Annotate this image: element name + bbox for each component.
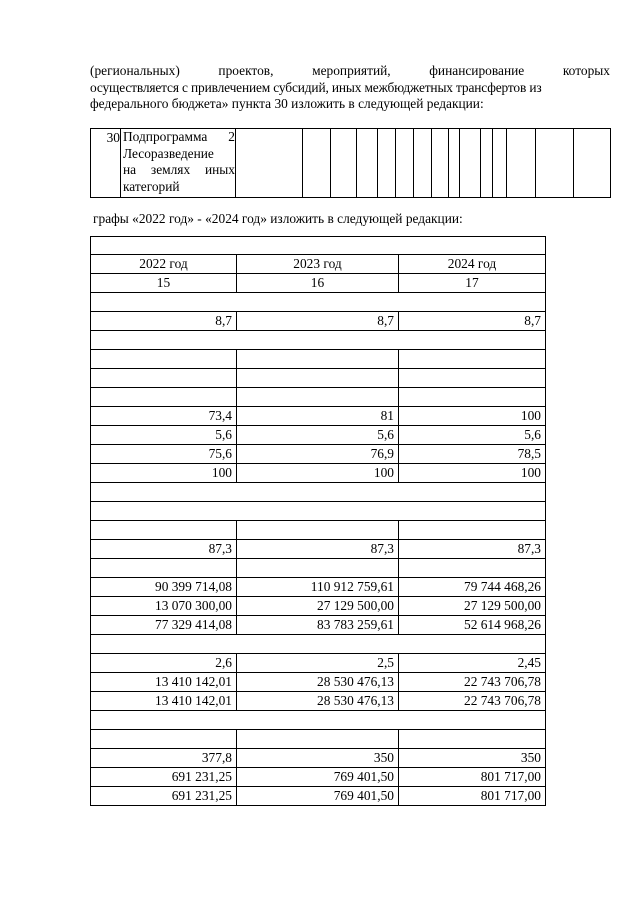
intro-word: (региональных) bbox=[90, 63, 180, 78]
table-cell: 73,4 bbox=[208, 408, 232, 423]
row-30-number: 30 bbox=[106, 130, 120, 145]
table-cell bbox=[398, 388, 545, 406]
table-cell bbox=[236, 730, 398, 748]
table-cell: 2,45 bbox=[398, 654, 545, 672]
table-cell: 52 614 968,26 bbox=[398, 616, 545, 634]
intro-word: финансирование bbox=[429, 63, 525, 78]
table-cell: 22 743 706,78 bbox=[398, 692, 545, 710]
table-row bbox=[90, 749, 546, 768]
table-row bbox=[90, 578, 546, 597]
table-row bbox=[90, 331, 546, 350]
table-cell: 100 bbox=[236, 464, 398, 482]
column-divider bbox=[235, 128, 236, 198]
table-cell bbox=[91, 388, 236, 406]
column-divider bbox=[506, 128, 507, 198]
column-divider bbox=[459, 128, 460, 198]
column-divider bbox=[431, 128, 432, 198]
table-cell bbox=[91, 369, 236, 387]
row-30-name-line: Подпрограмма 2 bbox=[123, 129, 235, 144]
table-cell: 27 129 500,00 bbox=[236, 597, 398, 615]
table-cell: 769 401,50 bbox=[236, 768, 398, 786]
table-cell: 27 129 500,00 bbox=[398, 597, 545, 615]
table-cell: 8,7 bbox=[398, 312, 545, 330]
table-cell bbox=[236, 559, 398, 577]
table-caption: графы «2022 год» - «2024 год» изложить в следующей редакции: bbox=[93, 211, 463, 226]
table-row bbox=[90, 654, 546, 673]
table-cell bbox=[236, 521, 398, 539]
row-30-name-line: категорий bbox=[123, 178, 180, 194]
table-cell: 76,9 bbox=[236, 445, 398, 463]
table-row bbox=[90, 483, 546, 502]
table-cell bbox=[398, 350, 545, 368]
table-row bbox=[90, 426, 546, 445]
table-row bbox=[90, 559, 546, 578]
table-cell: 83 783 259,61 bbox=[236, 616, 398, 634]
table-row bbox=[90, 369, 546, 388]
column-divider bbox=[492, 128, 493, 198]
table-cell: 801 717,00 bbox=[398, 768, 545, 786]
column-divider bbox=[356, 128, 357, 198]
colnum-16: 16 bbox=[236, 274, 398, 292]
table-row bbox=[90, 787, 546, 806]
table-cell: 5,6 bbox=[398, 426, 545, 444]
table-cell bbox=[91, 350, 236, 368]
table-row bbox=[90, 293, 546, 312]
table-cell: 100 bbox=[398, 464, 545, 482]
table-cell: 8,7 bbox=[236, 312, 398, 330]
column-divider bbox=[448, 128, 449, 198]
column-divider bbox=[377, 128, 378, 198]
intro-word: проектов, bbox=[218, 63, 274, 78]
intro-line-2: осуществляется с привлечением субсидий, иных межбюджетных трансфертов из bbox=[90, 79, 542, 95]
row-30-name-line: на землях иных bbox=[123, 162, 235, 177]
table-cell: 691 231,25 bbox=[171, 788, 232, 803]
table-cell: 13 410 142,01 bbox=[155, 674, 232, 689]
colnum-15: 15 bbox=[156, 275, 171, 290]
table-cell bbox=[236, 369, 398, 387]
table-row bbox=[90, 730, 546, 749]
intro-paragraph bbox=[90, 63, 610, 113]
table-cell: 75,6 bbox=[208, 446, 232, 461]
table-cell: 77 329 414,08 bbox=[155, 617, 232, 632]
column-divider bbox=[395, 128, 396, 198]
table-cell: 769 401,50 bbox=[236, 787, 398, 805]
row-30-name bbox=[123, 129, 235, 195]
table-cell bbox=[91, 521, 236, 539]
budget-table bbox=[90, 236, 546, 806]
table-row bbox=[90, 502, 546, 521]
table-row bbox=[90, 692, 546, 711]
table-cell: 79 744 468,26 bbox=[398, 578, 545, 596]
table-row bbox=[90, 407, 546, 426]
intro-word: мероприятий, bbox=[312, 63, 391, 78]
table-cell: 22 743 706,78 bbox=[398, 673, 545, 691]
column-divider bbox=[610, 128, 611, 198]
header-2024: 2024 год bbox=[398, 255, 545, 273]
table-cell: 13 070 300,00 bbox=[155, 598, 232, 613]
table-cell: 8,7 bbox=[215, 313, 232, 328]
table-cell: 87,3 bbox=[398, 540, 545, 558]
column-divider bbox=[120, 128, 121, 198]
intro-line-1 bbox=[90, 63, 610, 80]
table-cell: 2,5 bbox=[236, 654, 398, 672]
table-header-row bbox=[90, 255, 546, 274]
table-cell: 110 912 759,61 bbox=[236, 578, 398, 596]
row-30-name-line: Лесоразведение bbox=[123, 145, 214, 161]
table-cell bbox=[236, 388, 398, 406]
table-cell: 350 bbox=[398, 749, 545, 767]
table-top-row bbox=[90, 236, 546, 255]
table-cell bbox=[398, 369, 545, 387]
table-row bbox=[90, 635, 546, 654]
table-cell: 350 bbox=[236, 749, 398, 767]
table-cell bbox=[236, 350, 398, 368]
column-divider bbox=[413, 128, 414, 198]
table-row bbox=[90, 521, 546, 540]
table-cell: 87,3 bbox=[208, 541, 232, 556]
table-row bbox=[90, 388, 546, 407]
table-row bbox=[90, 768, 546, 787]
table-cell: 377,8 bbox=[201, 750, 232, 765]
table-cell: 90 399 714,08 bbox=[155, 579, 232, 594]
table-row bbox=[90, 597, 546, 616]
table-row bbox=[90, 616, 546, 635]
table-row bbox=[90, 464, 546, 483]
intro-line-3: федерального бюджета» пункта 30 изложить в следующей редакции: bbox=[90, 96, 484, 111]
table-cell: 691 231,25 bbox=[171, 769, 232, 784]
table-cell bbox=[398, 730, 545, 748]
table-cell: 78,5 bbox=[398, 445, 545, 463]
table-cell bbox=[398, 521, 545, 539]
header-2022: 2022 год bbox=[139, 256, 188, 271]
table-cell bbox=[398, 559, 545, 577]
table-body bbox=[90, 293, 546, 806]
table-cell: 28 530 476,13 bbox=[236, 673, 398, 691]
table-row bbox=[90, 312, 546, 331]
intro-word: которых bbox=[562, 63, 610, 78]
table-row bbox=[90, 711, 546, 730]
table-cell: 81 bbox=[236, 407, 398, 425]
column-divider bbox=[535, 128, 536, 198]
table-row bbox=[90, 673, 546, 692]
table-cell: 100 bbox=[211, 465, 232, 480]
table-cell: 87,3 bbox=[236, 540, 398, 558]
table-cell: 5,6 bbox=[236, 426, 398, 444]
column-divider bbox=[480, 128, 481, 198]
table-row bbox=[90, 540, 546, 559]
colnum-17: 17 bbox=[398, 274, 545, 292]
table-cell: 2,6 bbox=[215, 655, 232, 670]
table-cell bbox=[91, 559, 236, 577]
column-divider bbox=[302, 128, 303, 198]
table-cell: 5,6 bbox=[215, 427, 232, 442]
table-cell: 801 717,00 bbox=[398, 787, 545, 805]
table-colnum-row bbox=[90, 274, 546, 293]
table-row bbox=[90, 445, 546, 464]
table-cell bbox=[91, 730, 236, 748]
column-divider bbox=[573, 128, 574, 198]
table-row bbox=[90, 350, 546, 369]
row-30-table bbox=[90, 128, 611, 198]
header-2023: 2023 год bbox=[236, 255, 398, 273]
table-cell: 100 bbox=[398, 407, 545, 425]
column-divider bbox=[330, 128, 331, 198]
table-cell: 13 410 142,01 bbox=[155, 693, 232, 708]
table-cell: 28 530 476,13 bbox=[236, 692, 398, 710]
